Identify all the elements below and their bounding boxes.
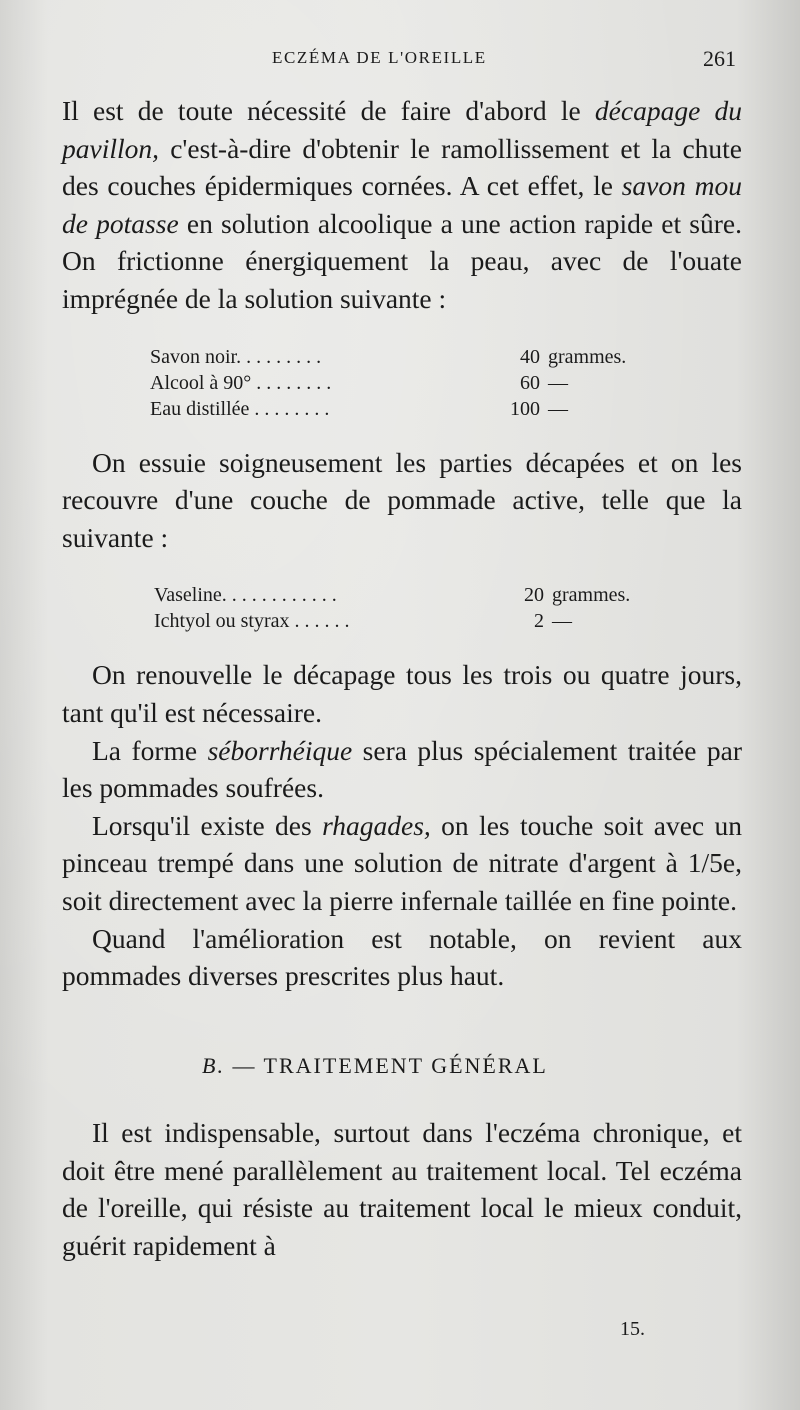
recipe-row <box>150 344 710 370</box>
ingredient-amount: 20 <box>524 584 544 607</box>
recipe-solution <box>150 344 710 422</box>
emphasis-text: savon mou de potasse <box>62 170 742 239</box>
ingredient-amount: 100 <box>510 397 540 420</box>
ingredient-amount: 60 <box>520 371 540 394</box>
text-run: en solution alcoolique a une action rapide et sûre. On frictionne énergiquement la peau, avec de l'ouate imprégnée de la solution suivante : <box>62 207 742 314</box>
ingredient-name: Eau distillée . . . . . . . . <box>150 397 330 420</box>
ingredient-unit: — <box>552 610 572 633</box>
text-run: Il est de toute nécessité de faire d'abord le <box>62 95 595 126</box>
ingredient-name: Alcool à 90° . . . . . . . . <box>150 371 332 394</box>
text-run: c'est-à-dire d'obtenir le ramollissement et la chute des couches épidermiques cornées. A cet effet, le <box>62 132 742 202</box>
ingredient-unit: — <box>548 371 568 394</box>
emphasis-text: décapage du pavillon, <box>62 95 742 164</box>
recipe-row <box>150 396 710 422</box>
recipe-row <box>154 582 714 608</box>
recipe-pommade <box>154 582 714 634</box>
emphasis-text: rhagades, <box>322 809 431 841</box>
paragraph-amelioration: Quand l'amélioration est notable, on revient aux pommades diverses prescrites plus haut. <box>62 922 742 992</box>
paragraph-essuie: On essuie soigneusement les parties décapées et on les recouvre d'une couche de pommade active, telle que la suivante : <box>62 446 742 553</box>
ingredient-amount: 2 <box>534 610 544 633</box>
recipe-row <box>154 608 714 634</box>
signature-mark: 15. <box>620 1318 645 1340</box>
recipe-row <box>150 370 710 396</box>
section-heading <box>202 1047 742 1085</box>
text-run: sera plus spécialement traitée par les pommades soufrées. <box>62 734 742 804</box>
body-text <box>62 92 742 1265</box>
text-run: La forme <box>92 734 208 766</box>
running-title: ECZÉMA DE L'OREILLE <box>272 48 487 67</box>
paragraph-seborrheique <box>62 732 742 807</box>
ingredient-amount: 40 <box>520 345 540 368</box>
paragraph-indispensable: Il est indispensable, surtout dans l'eczéma chronique, et doit être mené parallèlement au traitement local. Tel eczéma de l'oreille, qui résiste au traitement local le mieux conduit, guérit rapidement à <box>62 1117 742 1262</box>
ingredient-unit: — <box>548 397 568 420</box>
text-run: on les touche soit avec un pinceau trempé dans une solution de nitrate d'argent à 1/5e, soit directement avec la pierre infernale taillée en fine pointe. <box>62 809 742 916</box>
ingredient-name: Savon noir. . . . . . . . . <box>150 345 322 368</box>
ingredient-name: Vaseline. . . . . . . . . . . . <box>154 584 337 607</box>
ingredient-name: Ichtyol ou styrax . . . . . . <box>154 610 350 633</box>
paragraph-decapage <box>62 92 742 318</box>
ingredient-unit: grammes. <box>548 345 627 368</box>
page-header <box>0 44 800 84</box>
text-run: Lorsqu'il existe des <box>92 809 323 841</box>
section-letter: B. <box>202 1052 225 1078</box>
paragraph-rhagades <box>62 807 742 920</box>
ingredient-unit: grammes. <box>552 584 631 607</box>
section-title: — TRAITEMENT GÉNÉRAL <box>224 1052 548 1078</box>
paragraph-renouvelle: On renouvelle le décapage tous les trois ou quatre jours, tant qu'il est nécessaire. <box>62 659 742 728</box>
page-number: 261 <box>703 46 736 71</box>
emphasis-text: séborrhéique <box>207 734 353 766</box>
